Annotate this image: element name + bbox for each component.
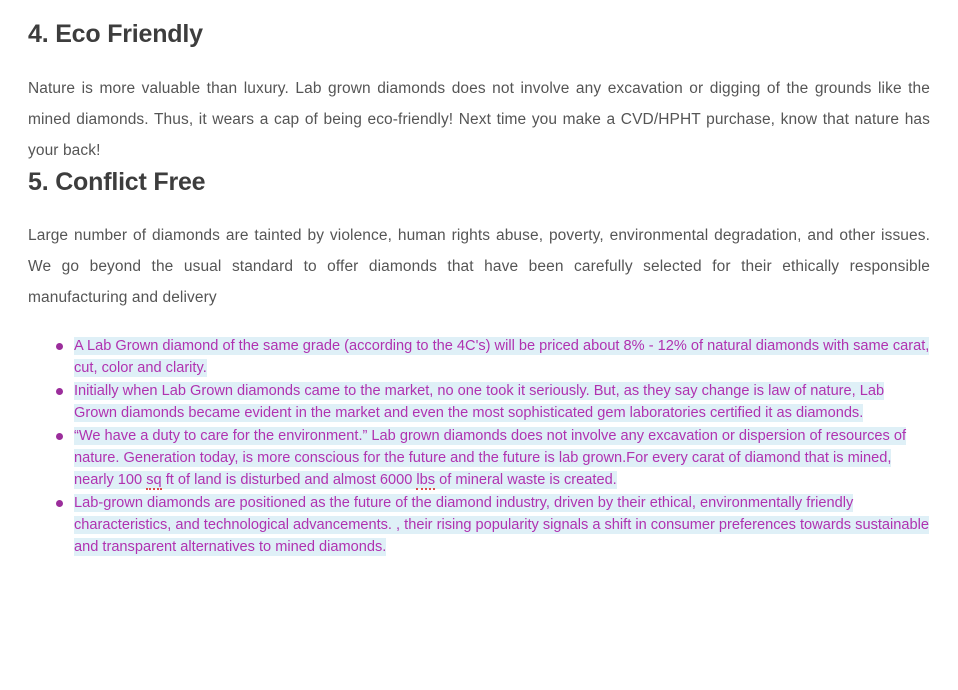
paragraph-conflict-free: Large number of diamonds are tainted by violence, human rights abuse, poverty, environmental degradation, and other issues. We go beyond the usual standard to offer diamonds that have been carefully selected for their ethically responsible manufacturing and delivery <box>28 227 930 306</box>
page-title: 4. Eco Friendly <box>28 20 203 48</box>
section-heading-conflict-free: 5. Conflict Free <box>28 167 206 196</box>
list-item <box>74 425 930 491</box>
list-item <box>74 335 930 379</box>
list-item-text: Lab-grown diamonds are positioned as the future of the diamond industry, driven by their ethical, environmentally friendly characteristics, and technological advancements. , their rising popularity signals a shift in consumer preferences towards sustainable and transparent alternatives to mined diamonds. <box>74 495 929 555</box>
paragraph-eco-friendly: Nature is more valuable than luxury. Lab grown diamonds does not involve any excavation or digging of the grounds like the mined diamonds. Thus, it wears a cap of being eco-friendly! Next time you make a CVD/HPHT purchase, know that nature has your back! <box>28 79 930 159</box>
list-item <box>74 380 930 424</box>
list-item <box>74 492 930 558</box>
list-item-text: A Lab Grown diamond of the same grade (according to the 4C's) will be priced about 8% - 12% of natural diamonds with same carat, cut, color and clarity. <box>74 338 930 376</box>
list-item-text: Initially when Lab Grown diamonds came to the market, no one took it seriously. But, as they say change is law of nature, Lab Grown diamonds became evident in the market and even the most sophisticated gem laboratories certified it as diamonds. <box>74 383 885 421</box>
highlighted-bullet-list <box>28 335 930 558</box>
list-item-text: “We have a duty to care for the environment.” Lab grown diamonds does not involve any excavation or dispersion of resources of nature. Generation today, is more conscious for the future and the future is lab grown.For every carat of diamond that is mined, nearly 100 sq ft of land is disturbed and almost 6000 lbs of mineral waste is created. <box>74 428 907 488</box>
